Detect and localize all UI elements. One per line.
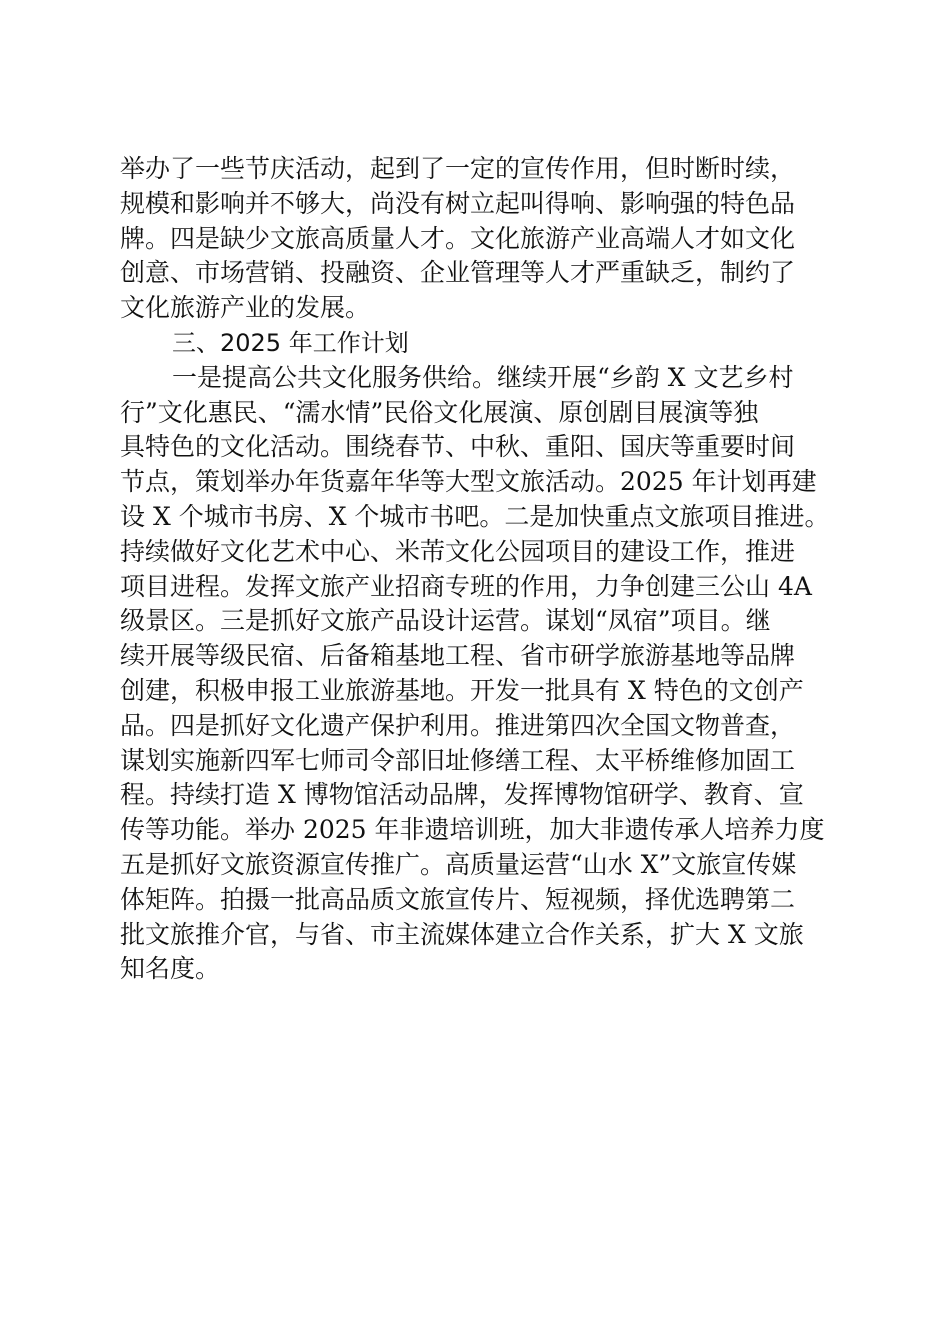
text-line: 牌。四是缺少文旅高质量人才。文化旅游产业高端人才如文化: [120, 223, 796, 253]
text-line: 创意、市场营销、投融资、企业管理等人才严重缺乏，制约了: [120, 258, 796, 288]
text-line: 谋划实施新四军七师司令部旧址修缮工程、太平桥维修加固工: [120, 745, 796, 775]
text-line: 传等功能。举办 2025 年非遗培训班，加大非遗传承人培养力度: [120, 815, 825, 845]
text-line: 创建，积极申报工业旅游基地。开发一批具有 X 特色的文创产: [120, 675, 804, 705]
text-line: 知名度。: [120, 954, 221, 984]
text-line: 五是抓好文旅资源宣传推广。高质量运营“山水 X”文旅宣传媒: [120, 849, 797, 879]
text-line: 续开展等级民宿、后备箱基地工程、省市研学旅游基地等品牌: [120, 641, 796, 671]
text-line: 项目进程。发挥文旅产业招商专班的作用，力争创建三公山 4A: [120, 571, 812, 601]
text-line: 持续做好文化艺术中心、米芾文化公园项目的建设工作，推进: [120, 536, 796, 566]
text-line: 文化旅游产业的发展。: [120, 293, 371, 323]
text-line: 体矩阵。拍摄一批高品质文旅宣传片、短视频，择优选聘第二: [120, 884, 796, 914]
section-heading: 三、2025 年工作计划: [172, 328, 409, 357]
text-line: 级景区。三是抓好文旅产品设计运营。谋划“凤宿”项目。继: [120, 606, 771, 636]
text-line: 设 X 个城市书房、X 个城市书吧。二是加快重点文旅项目推进。: [120, 501, 830, 531]
text-line: 行”文化惠民、“濡水情”民俗文化展演、原创剧目展演等独: [120, 397, 759, 427]
text-line: 程。持续打造 X 博物馆活动品牌，发挥博物馆研学、教育、宣: [120, 780, 804, 810]
text-line: 节点，策划举办年货嘉年华等大型文旅活动。2025 年计划再建: [120, 467, 817, 497]
text-line: 举办了一些节庆活动，起到了一定的宣传作用，但时断时续，: [120, 154, 796, 183]
text-line: 批文旅推介官，与省、市主流媒体建立合作关系，扩大 X 文旅: [120, 919, 804, 949]
paragraph-first-line: 一是提高公共文化服务供给。继续开展“乡韵 X 文艺乡村: [172, 362, 794, 392]
text-line: 品。四是抓好文化遗产保护利用。推进第四次全国文物普查，: [120, 710, 796, 740]
text-line: 规模和影响并不够大，尚没有树立起叫得响、影响强的特色品: [120, 188, 796, 218]
text-line: 具特色的文化活动。围绕春节、中秋、重阳、国庆等重要时间: [120, 432, 796, 462]
document-body: [120, 152, 830, 987]
